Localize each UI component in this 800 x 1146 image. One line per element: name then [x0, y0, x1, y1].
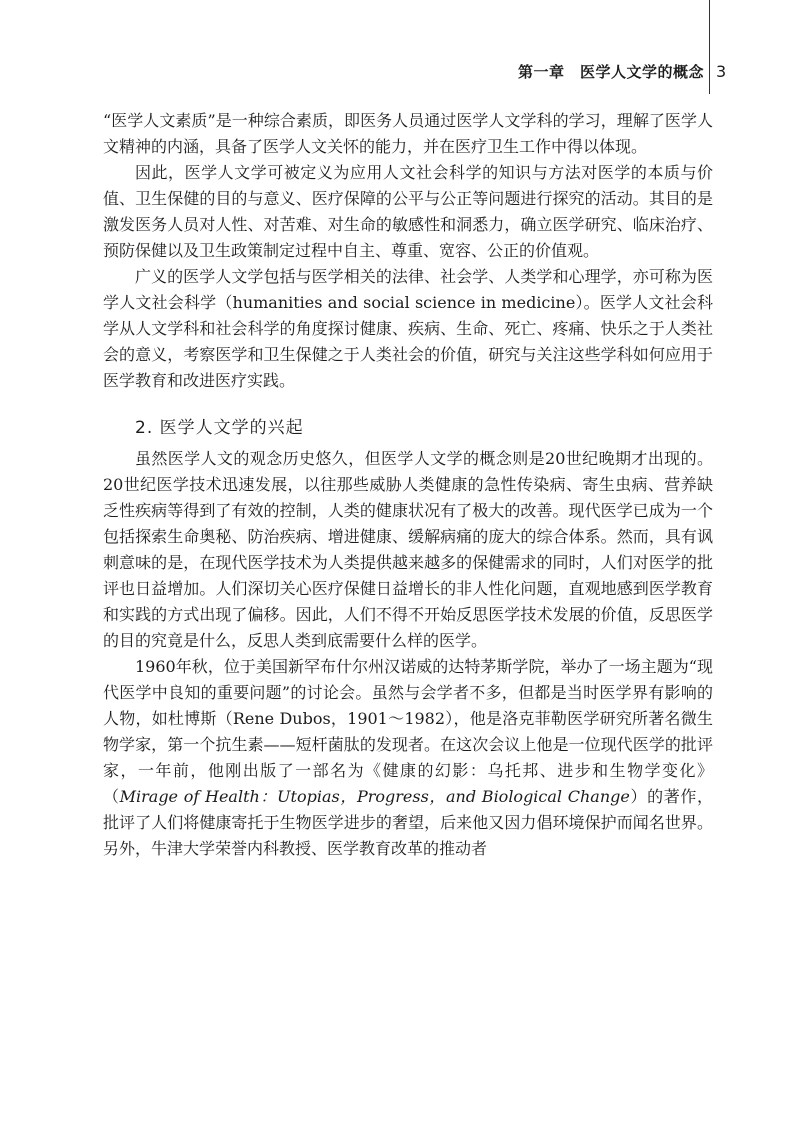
- paragraph-1: “医学人文素质”是一种综合素质，即医务人员通过医学人文学科的学习，理解了医学人文精神的内涵，具备了医学人文关怀的能力，并在医疗卫生工作中得以体现。: [103, 111, 713, 156]
- running-head-chapter-title: 第一章 医学人文学的概念: [517, 63, 704, 81]
- book-title-italic: Mirage of Health：Utopias，Progress，and Biological Change: [119, 787, 630, 806]
- header-vertical-rule: [709, 0, 710, 94]
- paragraph-5-text-b: ）的著作，批评了人们将健康寄托于生物医学进步的奢望，后来他又因力倡环境保护而闻名世界。另外，牛津大学荣誉内科教授、医学教育改革的推动者: [103, 787, 713, 858]
- paragraph-5: [103, 654, 713, 862]
- paragraph-2: 因此，医学人文学可被定义为应用人文社会科学的知识与方法对医学的本质与价值、卫生保健的目的与意义、医疗保障的公平与公正等问题进行探究的活动。其目的是激发医务人员对人性、对苦难、对生命的敏感性和洞悉力，确立医学研究、临床治疗、预防保健以及卫生政策制定过程中自主、尊重、宽容、公正的价值观。: [103, 163, 713, 260]
- page-number: 3: [716, 62, 727, 81]
- body-text: [103, 108, 713, 862]
- paragraph-5-text-a: 1960年秋，位于美国新罕布什尔州汉诺威的达特茅斯学院，举办了一场主题为“现代医学中良知的重要问题”的讨论会。虽然与会学者不多，但都是当时医学界有影响的人物，如杜博斯（Rene Dubos，1901～1982），他是洛克菲勒医学研究所著名微生物学家，第一个抗生素——短杆菌肽的发现者。在这次会议上他是一位现代医学的批评家，一年前，他刚出版了一部名为《健康的幻影：乌托邦、进步和生物学变化》（: [103, 657, 713, 806]
- paragraph-3: 广义的医学人文学包括与医学相关的法律、社会学、人类学和心理学，亦可称为医学人文社会科学（humanities and social science in medicine）。医学人文社会科学从人文学科和社会科学的角度探讨健康、疾病、生命、死亡、疼痛、快乐之于人类社会的意义，考察医学和卫生保健之于人类社会的价值，研究与关注这些学科如何应用于医学教育和改进医疗实践。: [103, 267, 713, 390]
- section-heading: 2. 医学人文学的兴起: [135, 418, 304, 438]
- paragraph-4: 虽然医学人文的观念历史悠久，但医学人文学的概念则是20世纪晚期才出现的。20世纪医学技术迅速发展，以往那些威胁人类健康的急性传染病、寄生虫病、营养缺乏性疾病等得到了有效的控制，人类的健康状况有了极大的改善。现代医学已成为一个包括探索生命奥秘、防治疾病、增进健康、缓解病痛的庞大的综合体系。然而，具有讽刺意味的是，在现代医学技术为人类提供越来越多的保健需求的同时，人们对医学的批评也日益增加。人们深切关心医疗保健日益增长的非人性化问题，直观地感到医学教育和实践的方式出现了偏移。因此，人们不得不开始反思医学技术发展的价值，反思医学的目的究竟是什么，反思人类到底需要什么样的医学。: [103, 449, 713, 650]
